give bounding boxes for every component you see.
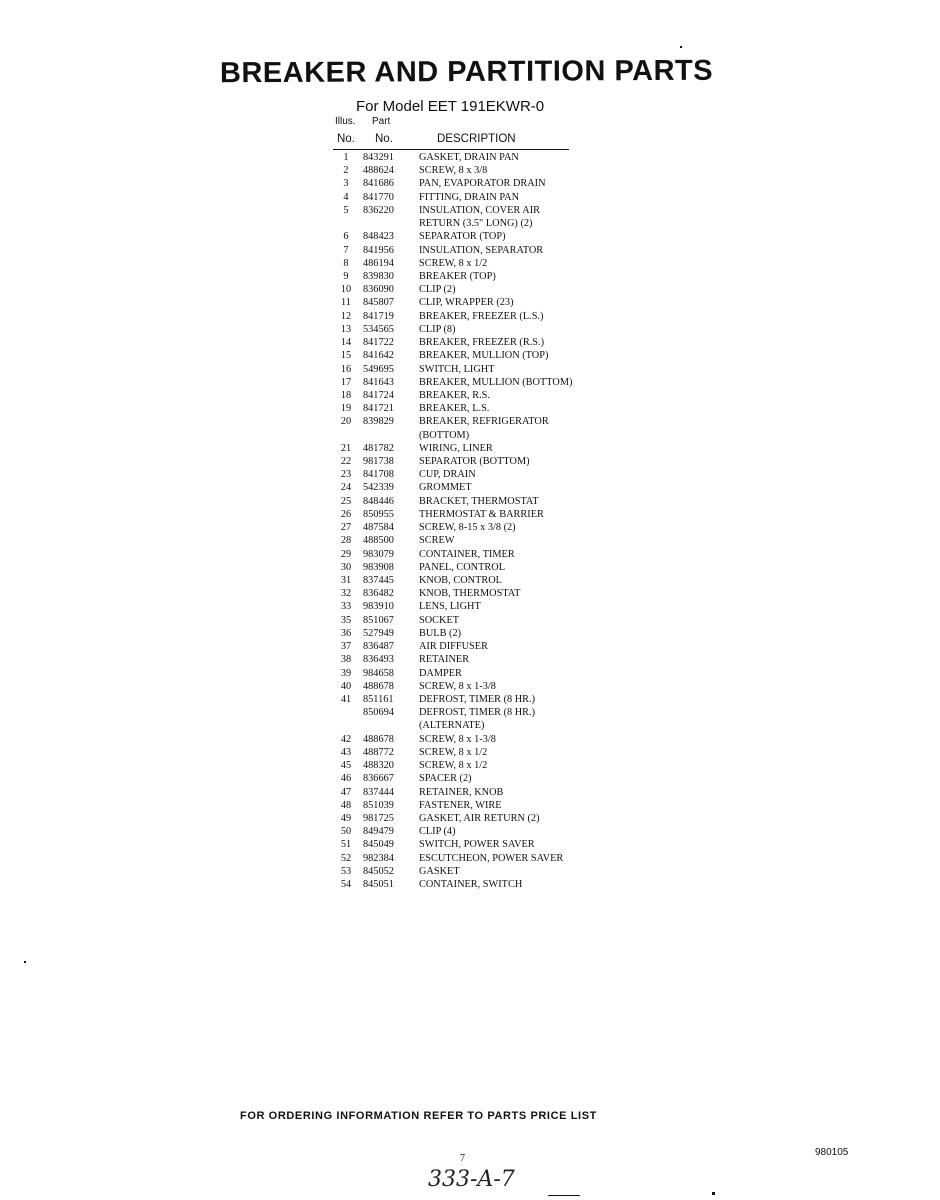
parts-row	[335, 719, 572, 732]
illus-number: 2	[343, 165, 349, 177]
part-number: 851161	[363, 693, 394, 705]
parts-row	[335, 468, 572, 481]
illus-number	[335, 719, 357, 732]
illus-number	[335, 706, 357, 719]
part-description: SCREW, 8 x 1/2	[419, 760, 488, 772]
part-number: 841643	[363, 376, 394, 388]
part-description: CLIP (2)	[419, 284, 456, 296]
part-number: 981725	[363, 812, 394, 824]
column-header-illus: Illus.	[335, 116, 356, 127]
part-number: 841642	[363, 350, 394, 362]
part-number: 836090	[363, 284, 394, 296]
column-header-description: DESCRIPTION	[437, 133, 516, 145]
part-number: 836493	[363, 654, 394, 666]
illus-number: 48	[340, 799, 352, 811]
part-number: 843291	[363, 152, 394, 163]
part-number: 848446	[363, 495, 394, 507]
part-number: 981738	[363, 456, 394, 468]
part-number: 836482	[363, 588, 394, 600]
part-number	[363, 429, 396, 442]
document-code: 980105	[815, 1147, 849, 1158]
part-description: CONTAINER, SWITCH	[419, 879, 523, 891]
part-description: GASKET, AIR RETURN (2)	[419, 812, 540, 824]
illus-number: 45	[340, 760, 352, 772]
part-number: 836667	[363, 773, 394, 785]
part-number: 527949	[363, 627, 394, 639]
part-number: 534565	[363, 323, 394, 335]
part-description: (BOTTOM)	[419, 429, 470, 441]
parts-row	[335, 600, 572, 613]
parts-row	[335, 799, 572, 812]
parts-row	[335, 587, 572, 600]
illus-number: 9	[343, 270, 349, 282]
part-number	[363, 719, 396, 732]
parts-row	[335, 640, 572, 653]
parts-row	[335, 296, 572, 309]
ordering-info-footer: FOR ORDERING INFORMATION REFER TO PARTS PRICE LIST	[240, 1110, 597, 1122]
parts-row	[335, 495, 572, 508]
part-number: 851039	[363, 799, 394, 811]
illus-number: 8	[343, 257, 349, 269]
part-description: DEFROST, TIMER (8 HR.)	[419, 693, 536, 705]
part-number: 836487	[363, 641, 394, 653]
illus-number: 47	[340, 786, 352, 798]
part-description: SCREW	[419, 535, 455, 547]
parts-row	[335, 812, 572, 825]
parts-row	[335, 852, 572, 865]
part-number: 488320	[363, 760, 394, 772]
parts-row	[335, 561, 572, 574]
parts-row	[335, 402, 572, 415]
parts-row	[335, 878, 572, 891]
illus-number: 36	[340, 627, 352, 639]
parts-row	[335, 838, 572, 851]
part-description: SEPARATOR (TOP)	[419, 231, 506, 243]
part-description: BRACKET, THERMOSTAT	[419, 495, 539, 507]
part-number: 851067	[363, 614, 394, 626]
part-number: 850955	[363, 508, 394, 520]
page-title: BREAKER AND PARTITION PARTS	[219, 54, 714, 90]
parts-row	[335, 191, 572, 204]
part-description: BREAKER, MULLION (BOTTOM)	[419, 376, 573, 388]
illus-number: 53	[340, 865, 352, 877]
illus-number: 20	[340, 416, 352, 428]
parts-row	[335, 323, 572, 336]
part-number: 984658	[363, 667, 394, 679]
illus-number: 25	[340, 495, 352, 507]
part-description: CUP, DRAIN	[419, 469, 476, 481]
part-number: 982384	[363, 852, 394, 864]
part-number: 836220	[363, 204, 394, 216]
parts-row	[335, 442, 572, 455]
part-description: LENS, LIGHT	[419, 601, 481, 613]
scan-line-bottom	[548, 1195, 580, 1196]
part-number: 488624	[363, 165, 394, 177]
part-description: SEPARATOR (BOTTOM)	[419, 456, 530, 468]
parts-row	[335, 680, 572, 693]
illus-number: 31	[340, 575, 352, 586]
part-number: 845052	[363, 865, 394, 877]
part-number: 488772	[363, 746, 394, 758]
illus-number: 41	[340, 693, 352, 705]
parts-row	[335, 270, 572, 283]
illus-number: 49	[340, 812, 352, 824]
parts-row	[335, 363, 572, 376]
illus-number: 13	[340, 323, 352, 335]
parts-row	[335, 733, 572, 746]
illus-number: 6	[343, 231, 349, 243]
illus-number: 29	[340, 548, 352, 560]
part-description: SOCKET	[419, 614, 460, 626]
part-number: 845807	[363, 297, 394, 309]
part-number: 549695	[363, 363, 394, 375]
part-description: RETAINER	[419, 654, 470, 666]
part-number: 845049	[363, 839, 394, 851]
part-number: 841956	[363, 244, 394, 256]
illus-number: 14	[340, 337, 352, 349]
part-number: 837445	[363, 575, 394, 586]
header-rule	[333, 149, 569, 150]
part-number: 841721	[363, 403, 394, 415]
part-number: 488678	[363, 680, 394, 692]
parts-row	[335, 349, 572, 362]
part-description: SCREW, 8 x 1/2	[419, 257, 488, 269]
part-description: KNOB, THERMOSTAT	[419, 588, 521, 600]
parts-row	[335, 772, 572, 785]
illus-number: 5	[343, 204, 349, 216]
parts-row	[335, 574, 572, 587]
part-description: INSULATION, SEPARATOR	[419, 244, 544, 256]
part-description: SPACER (2)	[419, 773, 472, 785]
part-description: FASTENER, WIRE	[419, 799, 502, 811]
part-description: WIRING, LINER	[419, 442, 493, 454]
part-description: (ALTERNATE)	[419, 720, 485, 732]
illus-number: 35	[340, 614, 352, 626]
part-number: 850694	[363, 707, 394, 719]
parts-row	[335, 693, 572, 706]
illus-number: 28	[340, 535, 352, 547]
part-description: INSULATION, COVER AIR	[419, 204, 540, 216]
part-description: PAN, EVAPORATOR DRAIN	[419, 178, 546, 190]
illus-number: 7	[343, 244, 349, 256]
part-description: GROMMET	[419, 482, 472, 494]
column-header-illus-no: No.	[337, 133, 355, 145]
part-number	[363, 217, 396, 230]
illus-number: 19	[340, 403, 352, 415]
part-description: SWITCH, LIGHT	[419, 363, 495, 375]
parts-row	[335, 746, 572, 759]
part-description: SCREW, 8 x 1-3/8	[419, 680, 496, 692]
part-description: BREAKER, L.S.	[419, 403, 490, 415]
illus-number: 15	[340, 350, 352, 362]
part-number: 837444	[363, 786, 394, 798]
part-number: 841722	[363, 337, 394, 349]
part-number: 841719	[363, 310, 394, 322]
parts-row	[335, 759, 572, 772]
parts-row	[335, 481, 572, 494]
part-number: 983079	[363, 548, 394, 560]
illus-number: 54	[340, 879, 352, 891]
parts-row	[335, 310, 572, 323]
part-description: BREAKER, R.S.	[419, 389, 490, 401]
illus-number: 18	[340, 389, 352, 401]
illus-number: 42	[340, 733, 352, 745]
part-description: GASKET	[419, 865, 460, 877]
column-header-part: Part	[372, 116, 391, 127]
illus-number	[335, 429, 357, 442]
scan-mark-bottom-right	[712, 1192, 715, 1195]
parts-row	[335, 825, 572, 838]
illus-number: 12	[340, 310, 352, 322]
part-description: SCREW, 8 x 1-3/8	[419, 733, 496, 745]
part-number: 839829	[363, 416, 394, 428]
part-number: 481782	[363, 442, 394, 454]
parts-list	[335, 151, 572, 891]
illus-number: 30	[340, 561, 352, 573]
parts-row	[335, 217, 572, 230]
parts-row	[335, 653, 572, 666]
part-number: 983910	[363, 601, 394, 613]
part-description: FITTING, DRAIN PAN	[419, 191, 520, 203]
part-number: 486194	[363, 257, 394, 269]
parts-row	[335, 548, 572, 561]
parts-row	[335, 336, 572, 349]
parts-row	[335, 283, 572, 296]
part-description: PANEL, CONTROL	[419, 561, 506, 573]
parts-row	[335, 865, 572, 878]
illus-number: 23	[340, 469, 352, 481]
scan-mark-top-right	[680, 46, 682, 48]
parts-row	[335, 230, 572, 243]
part-description: CONTAINER, TIMER	[419, 548, 515, 560]
illus-number: 43	[340, 746, 352, 758]
parts-row	[335, 786, 572, 799]
part-description: GASKET, DRAIN PAN	[419, 152, 519, 163]
part-description: DEFROST, TIMER (8 HR.)	[419, 707, 536, 719]
illus-number: 17	[340, 376, 352, 388]
part-description: SCREW, 8 x 3/8	[419, 165, 488, 177]
part-number: 841686	[363, 178, 394, 190]
illus-number: 21	[340, 442, 352, 454]
part-description: BREAKER, MULLION (TOP)	[419, 350, 549, 362]
part-number: 841724	[363, 389, 394, 401]
parts-row	[335, 204, 572, 217]
parts-row	[335, 257, 572, 270]
illus-number: 26	[340, 508, 352, 520]
part-description: CLIP, WRAPPER (23)	[419, 297, 514, 309]
parts-row	[335, 508, 572, 521]
part-description: DAMPER	[419, 667, 462, 679]
part-description: SWITCH, POWER SAVER	[419, 839, 535, 851]
parts-row	[335, 667, 572, 680]
part-number: 488500	[363, 535, 394, 547]
part-description: BREAKER (TOP)	[419, 270, 496, 282]
parts-row	[335, 706, 572, 719]
illus-number: 46	[340, 773, 352, 785]
illus-number: 24	[340, 482, 352, 494]
illus-number: 32	[340, 588, 352, 600]
illus-number: 39	[340, 667, 352, 679]
parts-row	[335, 415, 572, 428]
illus-number: 3	[343, 178, 349, 190]
illus-number: 37	[340, 641, 352, 653]
part-description: CLIP (8)	[419, 323, 456, 335]
illus-number: 27	[340, 522, 352, 534]
illus-number: 52	[340, 852, 352, 864]
part-number: 849479	[363, 826, 394, 838]
illus-number: 22	[340, 456, 352, 468]
parts-row	[335, 244, 572, 257]
part-description: BREAKER, FREEZER (L.S.)	[419, 310, 544, 322]
part-description: THERMOSTAT & BARRIER	[419, 508, 544, 520]
part-number: 542339	[363, 482, 394, 494]
part-description: RETURN (3.5" LONG) (2)	[419, 218, 533, 230]
part-number: 845051	[363, 879, 394, 891]
parts-row	[335, 627, 572, 640]
illus-number: 51	[340, 839, 352, 851]
page-number: 7	[460, 1153, 465, 1164]
illus-number: 38	[340, 654, 352, 666]
model-subtitle: For Model EET 191EKWR-0	[356, 98, 545, 115]
part-number: 839830	[363, 270, 394, 282]
part-number: 841770	[363, 191, 394, 203]
parts-row	[335, 614, 572, 627]
parts-row	[335, 376, 572, 389]
parts-row	[335, 534, 572, 547]
illus-number: 16	[340, 363, 352, 375]
parts-row	[335, 455, 572, 468]
part-description: AIR DIFFUSER	[419, 641, 488, 653]
part-description: KNOB, CONTROL	[419, 575, 502, 586]
parts-row	[335, 521, 572, 534]
part-number: 983908	[363, 561, 394, 573]
illus-number: 33	[340, 601, 352, 613]
part-number: 487584	[363, 522, 394, 534]
illus-number: 1	[343, 152, 349, 163]
part-description: BREAKER, REFRIGERATOR	[419, 416, 549, 428]
parts-row	[335, 164, 572, 177]
part-description: SCREW, 8 x 1/2	[419, 746, 488, 758]
part-description: CLIP (4)	[419, 826, 456, 838]
part-description: BULB (2)	[419, 627, 462, 639]
parts-row	[335, 389, 572, 402]
illus-number: 10	[340, 284, 352, 296]
part-description: BREAKER, FREEZER (R.S.)	[419, 337, 545, 349]
part-description: SCREW, 8-15 x 3/8 (2)	[419, 522, 516, 534]
part-description: ESCUTCHEON, POWER SAVER	[419, 852, 564, 864]
illus-number	[335, 217, 357, 230]
part-number: 848423	[363, 231, 394, 243]
illus-number: 11	[341, 297, 351, 309]
illus-number: 50	[340, 826, 352, 838]
part-number: 841708	[363, 469, 394, 481]
part-number: 488678	[363, 733, 394, 745]
scan-mark-left	[24, 961, 26, 963]
handwritten-note: 333-A-7	[428, 1167, 515, 1192]
parts-row	[335, 177, 572, 190]
part-description: RETAINER, KNOB	[419, 786, 504, 798]
parts-row	[335, 151, 572, 164]
column-header-part-no: No.	[375, 133, 393, 145]
parts-row	[335, 429, 572, 442]
illus-number: 4	[343, 191, 349, 203]
illus-number: 40	[340, 680, 352, 692]
